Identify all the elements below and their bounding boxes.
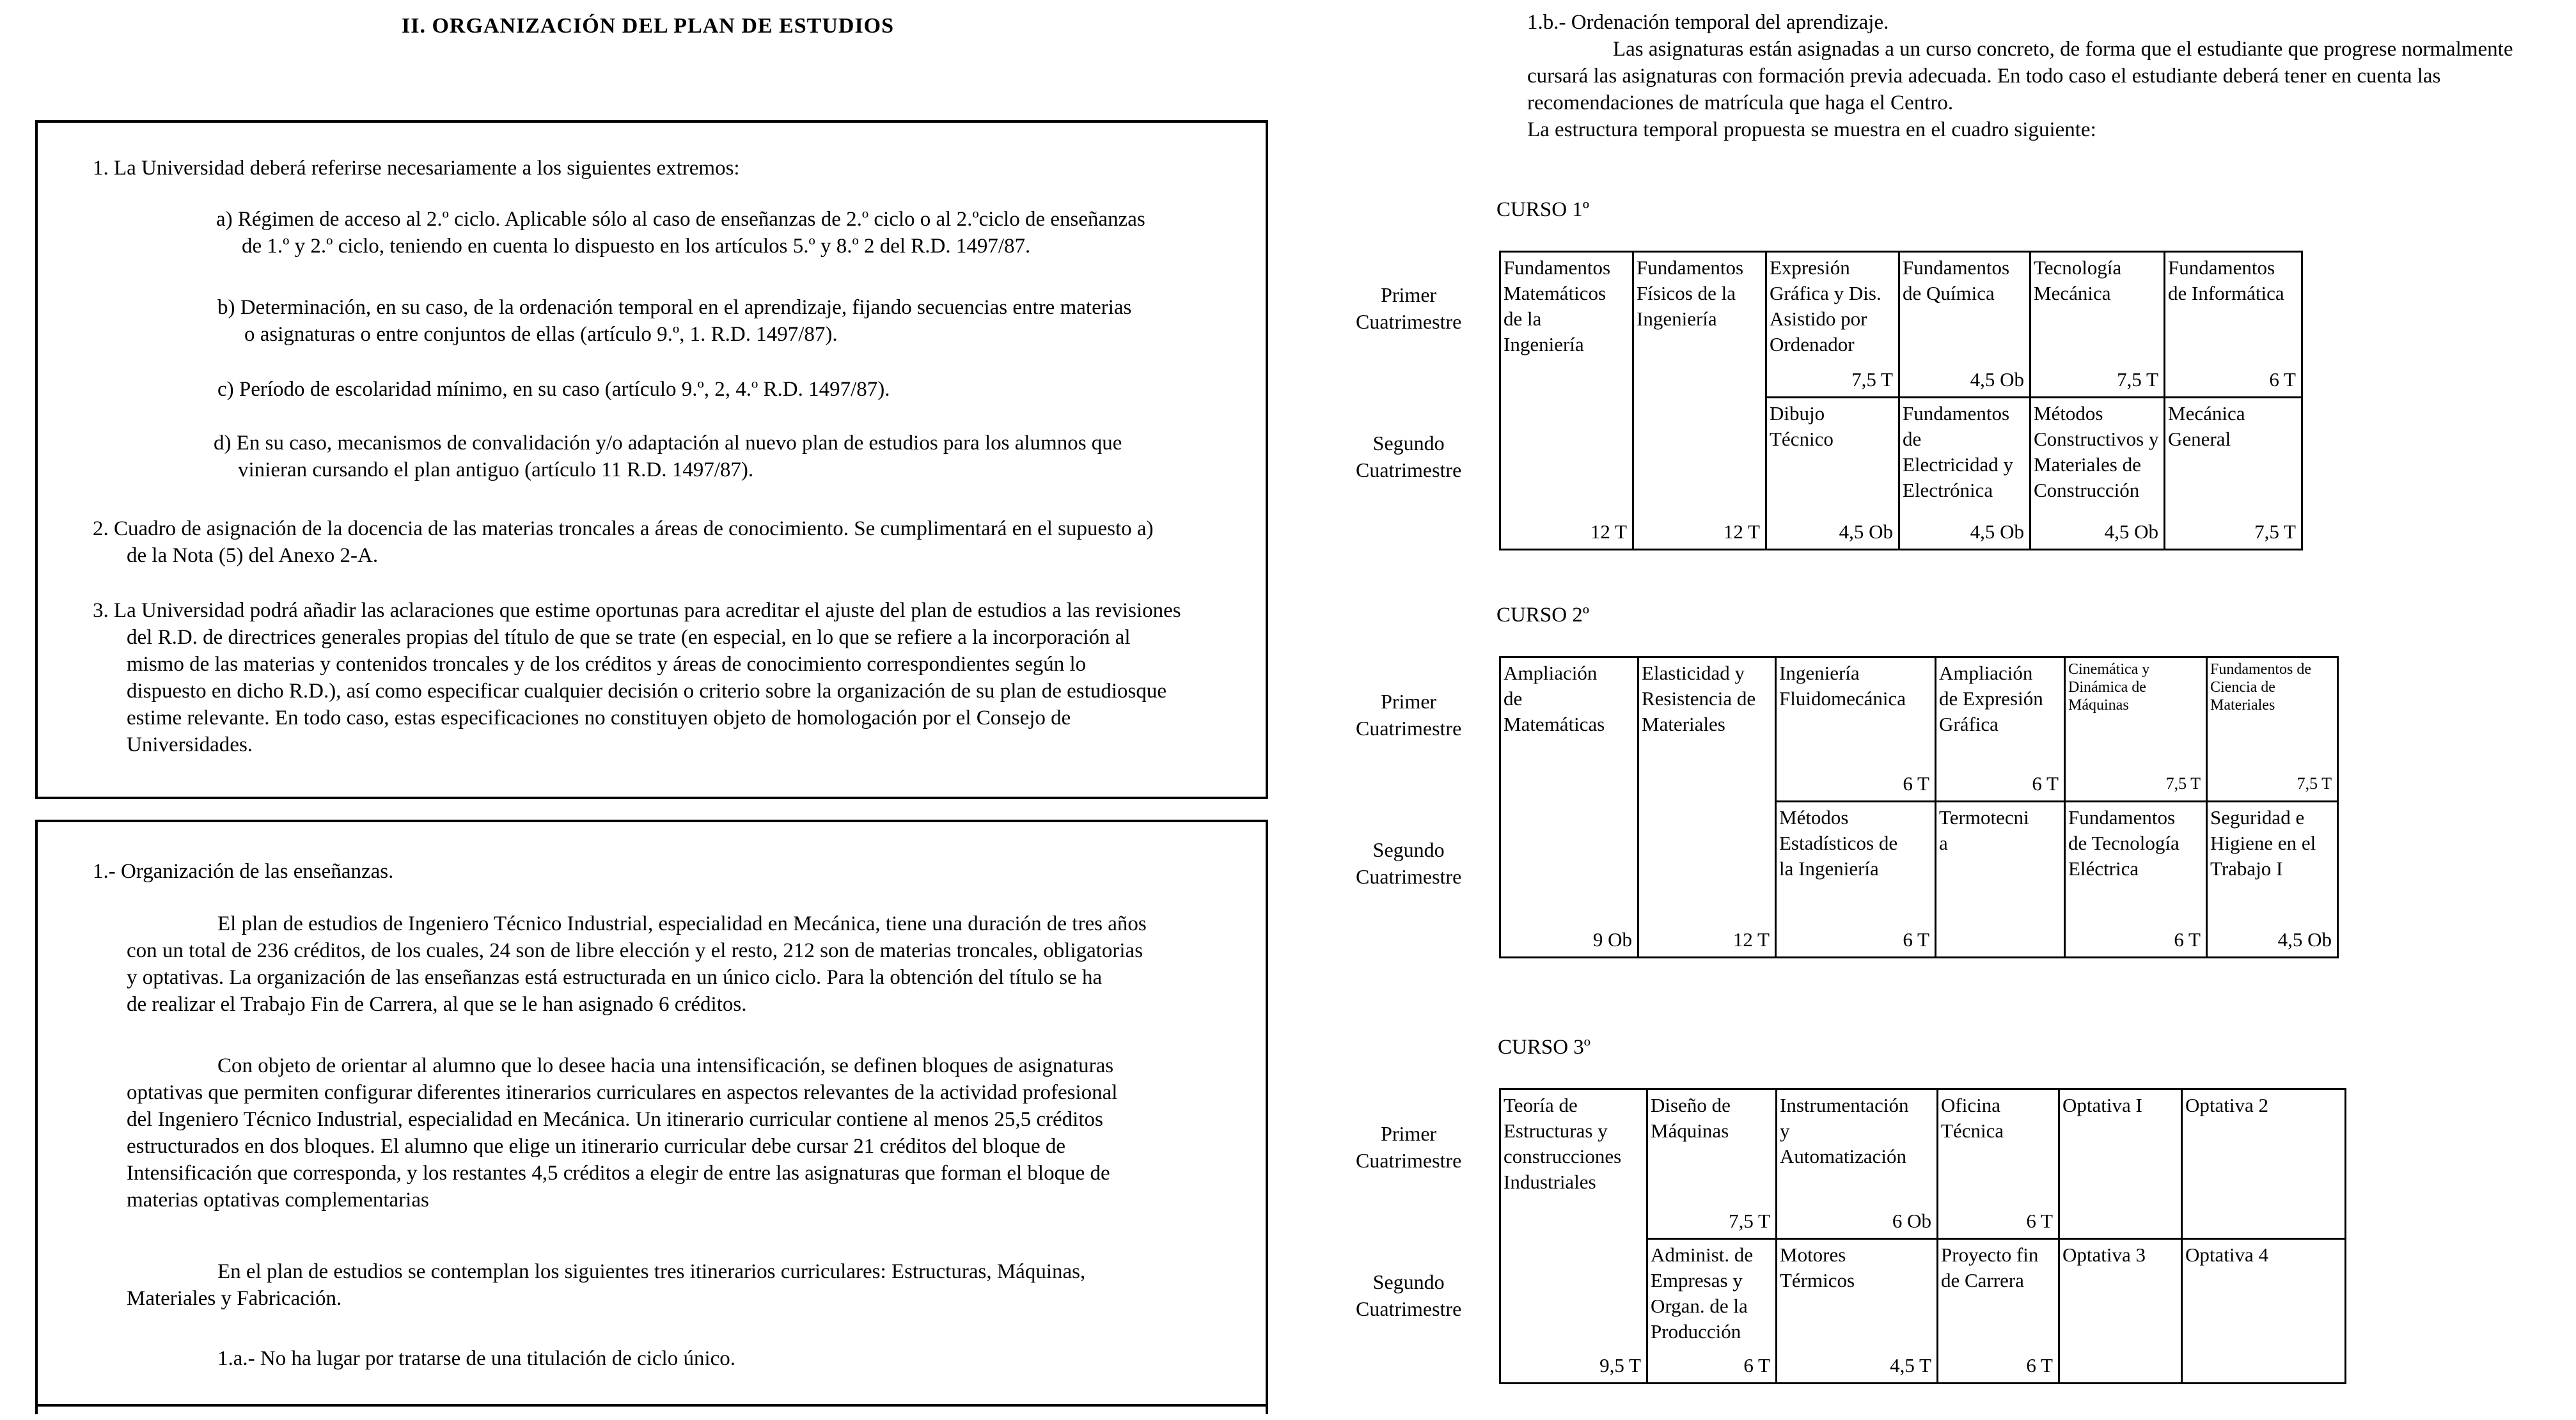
- curso1-cell-fundamentos-de-electricidad-y-electronica: [1898, 396, 2031, 550]
- paragraph-4: 1.a.- No ha lugar por tratarse de una titulación de ciclo único.: [217, 1347, 736, 1370]
- curso-3-label: CURSO 3º: [1498, 1036, 1591, 1059]
- subject-credits: 12 T: [1723, 520, 1760, 543]
- item-d-line1: d) En su caso, mecanismos de convalidación y/o adaptación al nuevo plan de estudios para los alumnos que: [214, 432, 1122, 455]
- curso3-cell-motores-termicos: [1775, 1238, 1938, 1384]
- item-b-line2: o asignaturas o entre conjuntos de ellas (artículo 9.º, 1. R.D. 1497/87).: [244, 323, 838, 346]
- paragraph-1-line2: con un total de 236 créditos, de los cuales, 24 son de libre elección y el resto, 212 son de materias troncales, obligatorias: [127, 939, 1143, 962]
- subject-name: Mecánica General: [2168, 402, 2245, 450]
- item-3-line3: mismo de las materias y contenidos troncales y de los créditos y áreas de conocimiento correspondientes según lo: [127, 653, 1087, 676]
- subject-credits: 4,5 Ob: [1839, 520, 1893, 543]
- curso-3-segundo-cuatrimestre: Segundo Cuatrimestre: [1356, 1270, 1462, 1320]
- item-3-line4: dispuesto en dicho R.D.), así como especificar cualquier decisión o criterio sobre la organización de su plan de estudiosque: [127, 680, 1166, 703]
- curso-2-primer-cuatrimestre: Primer Cuatrimestre: [1356, 690, 1462, 740]
- subject-name: Fundamentos de Ciencia de Materiales: [2210, 661, 2311, 714]
- subject-credits: 7,5 T: [2117, 368, 2158, 391]
- subject-name: Instrumentación y Automatización: [1780, 1094, 1909, 1167]
- subject-credits: 4,5 T: [1890, 1354, 1931, 1377]
- curso1-cell-fundamentos-matematicos-de-la-ingenieria: [1499, 251, 1634, 550]
- subject-credits: 12 T: [1590, 520, 1627, 543]
- subject-name: Seguridad e Higiene en el Trabajo I: [2210, 806, 2316, 880]
- item-3-line1: 3. La Universidad podrá añadir las aclaraciones que estime oportunas para acreditar el ajuste del plan de estudios a las revisiones: [93, 599, 1181, 622]
- subject-name: Expresión Gráfica y Dis. Asistido por Ordenador: [1770, 256, 1881, 355]
- subject-name: Tecnología Mecánica: [2034, 256, 2122, 304]
- item-2-line1: 2. Cuadro de asignación de la docencia de las materias troncales a áreas de conocimiento. Se cumplimentará en el supuesto a): [93, 517, 1154, 540]
- subject-credits: 4,5 Ob: [2277, 928, 2332, 951]
- subject-name: Optativa 2: [2185, 1094, 2268, 1116]
- subject-credits: 7,5 T: [2165, 774, 2201, 793]
- subject-name: Optativa I: [2062, 1094, 2142, 1116]
- item-3-line6: Universidades.: [127, 733, 253, 756]
- subject-credits: 9,5 T: [1599, 1354, 1641, 1377]
- subject-name: Teoría de Estructuras y construcciones Industriales: [1504, 1094, 1622, 1193]
- curso-1-primer-cuatrimestre: Primer Cuatrimestre: [1356, 283, 1462, 333]
- curso1-cell-mecanica-general: [2164, 396, 2303, 550]
- subject-credits: 7,5 T: [1729, 1210, 1770, 1232]
- subject-name: Fundamentos Matemáticos de la Ingeniería: [1504, 256, 1611, 355]
- curso-2-segundo-cuatrimestre: Segundo Cuatrimestre: [1356, 838, 1462, 888]
- paragraph-2-line4: estructurados en dos bloques. El alumno que elige un itinerario curricular debe cursar 21 créditos del bloque de: [127, 1135, 1066, 1158]
- paragraph-3-line2: Materiales y Fabricación.: [127, 1287, 342, 1310]
- item-d-line2: vinieran cursando el plan antiguo (artículo 11 R.D. 1497/87).: [238, 458, 754, 481]
- curso2-cell-cinematica-y-dinamica-de-maquinas: [2064, 656, 2208, 802]
- paragraph-2-line5: Intensificación que corresponda, y los restantes 4,5 créditos a elegir de entre las asignaturas que forman el bloque de: [127, 1162, 1110, 1185]
- item-3-line2: del R.D. de directrices generales propias del título de que se trate (en especial, en lo que se refiere a la incorporación al: [127, 626, 1131, 649]
- curso2-cell-elasticidad-y-resistencia-de-materiales: [1637, 656, 1777, 958]
- ordering-para-line2: cursará las asignaturas con formación previa adecuada. En todo caso el estudiante deberá tener en cuenta las: [1527, 65, 2441, 88]
- paragraph-2-line3: del Ingeniero Técnico Industrial, especialidad en Mecánica. Un itinerario curricular contiene al menos 25,5 créditos: [127, 1108, 1103, 1131]
- subject-name: Métodos Estadísticos de la Ingeniería: [1779, 806, 1898, 880]
- subject-credits: 6 Ob: [1892, 1210, 1931, 1232]
- curso3-cell-proyecto-fin-de-carrera: [1936, 1238, 2060, 1384]
- subject-name: Fundamentos de Informática: [2168, 256, 2284, 304]
- subject-name: Métodos Constructivos y Materiales de Construcción: [2034, 402, 2159, 501]
- subject-name: Dibujo Técnico: [1770, 402, 1834, 450]
- paragraph-1-line4: de realizar el Trabajo Fin de Carrera, al que se le han asignado 6 créditos.: [127, 993, 747, 1016]
- subject-name: Diseño de Máquinas: [1651, 1094, 1731, 1142]
- subject-credits: 6 T: [1743, 1354, 1770, 1377]
- curso2-cell-ampliacion-de-expresion-grafica: [1935, 656, 2066, 802]
- subject-name: Fundamentos de Electricidad y Electrónica: [1903, 402, 2013, 501]
- curso1-cell-fundamentos-fisicos-de-la-ingenieria: [1632, 251, 1767, 550]
- subject-credits: 6 T: [2026, 1354, 2053, 1377]
- paragraph-2-line1: Con objeto de orientar al alumno que lo desee hacia una intensificación, se definen bloques de asignaturas: [217, 1054, 1114, 1077]
- curso1-cell-dibujo-tecnico: [1765, 396, 1900, 550]
- curso-1-segundo-cuatrimestre: Segundo Cuatrimestre: [1356, 432, 1462, 481]
- subject-name: Fundamentos de Química: [1903, 256, 2010, 304]
- curso2-cell-ampliacion-de-matematicas: [1499, 656, 1639, 958]
- item-a-line2: de 1.º y 2.º ciclo, teniendo en cuenta lo dispuesto en los artículos 5.º y 8.º 2 del R.D. 1497/87.: [242, 235, 1031, 258]
- ordering-para-line4: La estructura temporal propuesta se muestra en el cuadro siguiente:: [1527, 118, 2096, 141]
- subject-name: Fundamentos de Tecnología Eléctrica: [2068, 806, 2179, 880]
- curso3-cell-instrumentacion-y-automatizacion: [1775, 1088, 1938, 1240]
- subject-credits: 7,5 T: [2254, 520, 2296, 543]
- paragraph-3-line1: En el plan de estudios se contemplan los siguientes tres itinerarios curriculares: Estructuras, Máquinas,: [217, 1260, 1086, 1283]
- ordering-heading: 1.b.- Ordenación temporal del aprendizaje.: [1527, 11, 1889, 34]
- subject-name: Optativa 3: [2062, 1244, 2146, 1266]
- curso3-cell-teoria-de-estructuras-y-construcciones-industriales: [1499, 1088, 1648, 1384]
- curso2-cell-termotecni-a: [1935, 800, 2066, 958]
- subject-credits: 12 T: [1732, 928, 1770, 951]
- curso1-cell-expresion-grafica-y-dis-asistido-por-ordenador: [1765, 251, 1900, 398]
- curso1-cell-tecnologia-mecanica: [2029, 251, 2165, 398]
- ordering-para-line3: recomendaciones de matrícula que haga el Centro.: [1527, 91, 1954, 114]
- subject-name: Cinemática y Dinámica de Máquinas: [2068, 661, 2150, 714]
- subject-name: Fundamentos Físicos de la Ingeniería: [1637, 256, 1744, 330]
- paragraph-2-line2: optativas que permiten configurar diferentes itinerarios curriculares en aspectos relevantes de la actividad profesional: [127, 1081, 1118, 1104]
- subject-credits: 6 T: [1903, 928, 1929, 951]
- subject-name: Ampliación de Expresión Gráfica: [1939, 662, 2043, 735]
- paragraph-1-line3: y optativas. La organización de las enseñanzas está estructurada en un único ciclo. Para la obtención del título se ha: [127, 966, 1103, 989]
- subject-credits: 6 T: [1903, 772, 1929, 795]
- subject-credits: 7,5 T: [1851, 368, 1893, 391]
- subject-name: Proyecto fin de Carrera: [1941, 1244, 2039, 1291]
- subject-credits: 6 T: [2269, 368, 2296, 391]
- curso1-cell-metodos-constructivos-y-materiales-de-construccion: [2029, 396, 2165, 550]
- curso1-cell-fundamentos-de-informatica: [2164, 251, 2303, 398]
- curso3-cell-diseno-de-maquinas: [1646, 1088, 1777, 1240]
- subject-name: Ingeniería Fluidomecánica: [1779, 662, 1906, 710]
- subject-name: Optativa 4: [2185, 1244, 2268, 1266]
- subject-name: Motores Térmicos: [1780, 1244, 1855, 1291]
- curso2-cell-seguridad-e-higiene-en-el-trabajo-i: [2206, 800, 2339, 958]
- subject-name: Elasticidad y Resistencia de Materiales: [1642, 662, 1756, 735]
- curso3-cell-optativa-3: [2058, 1238, 2183, 1384]
- subject-credits: 4,5 Ob: [1970, 520, 2024, 543]
- curso2-cell-ingenieria-fluidomecanica: [1775, 656, 1936, 802]
- subject-name: Ampliación de Matemáticas: [1504, 662, 1605, 735]
- ordering-para-line1: Las asignaturas están asignadas a un curso concreto, de forma que el estudiante que progrese normalmente: [1613, 38, 2513, 61]
- curso3-cell-optativa-4: [2181, 1238, 2346, 1384]
- curso-1-label: CURSO 1º: [1496, 198, 1590, 221]
- subject-name: Administ. de Empresas y Organ. de la Producción: [1651, 1244, 1754, 1343]
- subject-credits: 4,5 Ob: [1970, 368, 2024, 391]
- curso1-cell-fundamentos-de-quimica: [1898, 251, 2031, 398]
- curso2-cell-fundamentos-de-tecnologia-electrica: [2064, 800, 2208, 958]
- item-1: 1. La Universidad deberá referirse necesariamente a los siguientes extremos:: [93, 157, 740, 180]
- organization-box-bottom-rule: [35, 1404, 1268, 1407]
- item-a-line1: a) Régimen de acceso al 2.º ciclo. Aplicable sólo al caso de enseñanzas de 2.º ciclo o al 2.ºciclo de enseñanzas: [216, 208, 1145, 231]
- curso-3-primer-cuatrimestre: Primer Cuatrimestre: [1356, 1122, 1462, 1172]
- subject-credits: 6 T: [2174, 928, 2201, 951]
- subject-name: Termotecni a: [1939, 806, 2029, 854]
- page-title: II. ORGANIZACIÓN DEL PLAN DE ESTUDIOS: [402, 14, 895, 38]
- curso2-cell-fundamentos-de-ciencia-de-materiales: [2206, 656, 2339, 802]
- subject-credits: 6 T: [2032, 772, 2059, 795]
- paragraph-2-line6: materias optativas complementarias: [127, 1189, 429, 1212]
- curso2-cell-metodos-estadisticos-de-la-ingenieria: [1775, 800, 1936, 958]
- curso3-cell-administ-de-empresas-y-organ-de-la-produccion: [1646, 1238, 1777, 1384]
- subject-credits: 4,5 Ob: [2104, 520, 2158, 543]
- item-3-line5: estime relevante. En todo caso, estas especificaciones no constituyen objeto de homologación por el Consejo de: [127, 706, 1071, 730]
- subject-credits: 6 T: [2026, 1210, 2053, 1232]
- paragraph-1-line1: El plan de estudios de Ingeniero Técnico Industrial, especialidad en Mecánica, tiene una duración de tres años: [217, 912, 1147, 935]
- subject-credits: 9 Ob: [1592, 928, 1632, 951]
- item-c: c) Período de escolaridad mínimo, en su caso (artículo 9.º, 2, 4.º R.D. 1497/87).: [217, 378, 890, 401]
- subject-name: Oficina Técnica: [1941, 1094, 2004, 1142]
- item-b-line1: b) Determinación, en su caso, de la ordenación temporal en el aprendizaje, fijando secuencias entre materias: [217, 296, 1132, 319]
- curso-2-label: CURSO 2º: [1496, 604, 1590, 627]
- curso3-cell-optativa-i: [2058, 1088, 2183, 1240]
- item-2-line2: de la Nota (5) del Anexo 2-A.: [127, 544, 379, 567]
- curso3-cell-optativa-2: [2181, 1088, 2346, 1240]
- subject-credits: 7,5 T: [2297, 774, 2332, 793]
- curso3-cell-oficina-tecnica: [1936, 1088, 2060, 1240]
- organization-heading: 1.- Organización de las enseñanzas.: [93, 860, 394, 883]
